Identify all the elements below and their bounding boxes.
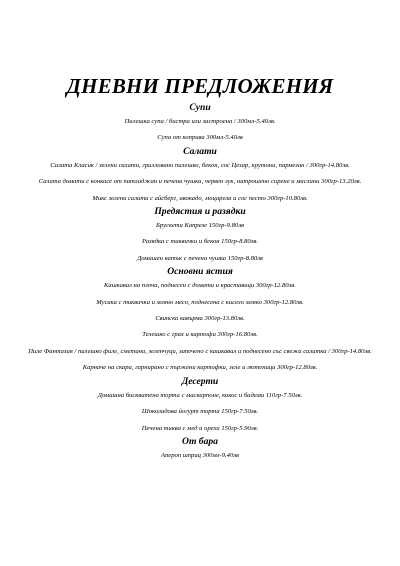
- section-bar: [14, 436, 386, 460]
- menu-item: Салата Класик / зелени салати, грилловано пилешко, бекон, сос Цезар, крутони, пармезан / 300гр-14.80лв.: [50, 161, 350, 169]
- menu-item: Кашкавал на плоча, поднесен с домати и краставици 300гр-12.80лв.: [104, 282, 296, 290]
- section-heading-bar: От бара: [182, 435, 218, 447]
- menu-item: Печена тиква с мед и орехи 150гр-5.90лв.: [141, 424, 259, 432]
- menu-item: Домашна бисквитена торта с маскарпоне, кокос и бадеми 110гр-7.50лв.: [97, 391, 303, 399]
- menu-item: Домашен катък с печена чушка 150гр-8.80лв: [137, 254, 263, 262]
- menu-item: Микс зелени салати с айсберг, авокадо, моцарела и сос песто 300гр-10.80лв.: [92, 194, 308, 202]
- menu-item: Салата домати с конкасе от патладжан и печени чушки, червен лук, натрошено сирене и маслини 300гр-13.20лв.: [38, 178, 362, 186]
- section-starters: [14, 206, 386, 263]
- section-desserts: [14, 376, 386, 433]
- menu-item: Пиле Фантазия / пилешко филе, сметана, зеленчуци, запечено с кашкавал и поднесено със свежа салатка / 300гр-14.80лв.: [28, 347, 372, 355]
- section-heading-desserts: Десерти: [181, 375, 219, 387]
- menu-item: Разядка с тиквички и бекон 150гр-8.80лв.: [141, 238, 259, 246]
- menu-item: Карначе на скара, гарнирано с пържени картофки, зеле и лютеница 300гр-12.80лв.: [82, 364, 318, 372]
- menu-content: [14, 102, 386, 460]
- section-salads: [14, 146, 386, 203]
- page-title: ДНЕВНИ ПРЕДЛОЖЕНИЯ: [66, 74, 334, 98]
- menu-item: Апероп шприц 300мл-9.40лв: [160, 451, 240, 459]
- menu-item: Пилешка супа / бистра или застроена / 300мл-5.40лв.: [124, 118, 276, 125]
- menu-item: Мусака с тиквички и мляно месо, поднесена с кисело мляко 300гр-12.80лв.: [96, 298, 304, 306]
- section-soups: [14, 102, 386, 143]
- section-heading-starters: Предястия и разядки: [154, 206, 246, 218]
- menu-item: Свинска кавърма 300гр-13.80лв.: [155, 315, 245, 323]
- section-heading-soups: Супи: [189, 102, 211, 113]
- section-heading-salads: Салати: [183, 145, 217, 157]
- section-main-courses: [14, 266, 386, 372]
- section-heading-main-courses: Основни ястия: [167, 266, 233, 278]
- menu-item: Супа от коприва 300мл-5.40лв: [157, 134, 243, 142]
- menu-item: Телешко с грах и картофи 300гр-16.80лв.: [142, 331, 258, 339]
- menu-item: Брускети Капрезе 150гр-9.80лв: [156, 222, 244, 230]
- menu-item: Шоколадова йогурт торта 150гр-7.50лв.: [141, 408, 259, 416]
